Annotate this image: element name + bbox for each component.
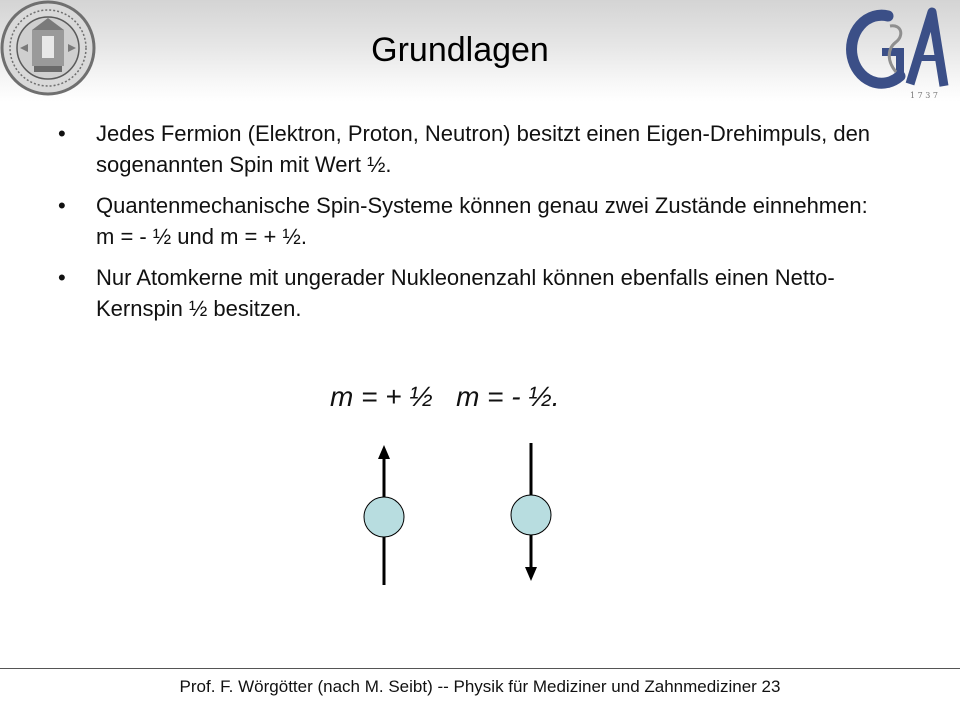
- bullet-marker: •: [58, 121, 66, 146]
- bullet-text: Nur Atomkerne mit ungerader Nukleonenzahl können ebenfalls einen Netto-Kernspin ½ besitzen.: [96, 265, 835, 321]
- bullet-list: [56, 118, 876, 334]
- logo-year: 1 7 3 7: [910, 91, 938, 100]
- spin-up-arrowhead-icon: [378, 445, 390, 459]
- spin-down-label: m = - ½.: [456, 381, 560, 412]
- bullet-item: [56, 262, 876, 324]
- bullet-marker: •: [58, 193, 66, 218]
- spin-up-label: m = + ½: [330, 381, 433, 412]
- footer-divider: [0, 668, 960, 669]
- bullet-item: [56, 118, 876, 180]
- bullet-text: Quantenmechanische Spin-Systeme können genau zwei Zustände einnehmen: m = - ½ und m = + ½.: [96, 193, 868, 249]
- spin-labels: [330, 378, 560, 416]
- page-title: Grundlagen: [371, 31, 549, 69]
- bullet-item: [56, 190, 876, 252]
- spin-down-nucleus: [511, 495, 551, 535]
- spin-down-arrowhead-icon: [525, 567, 537, 581]
- footer-text: Prof. F. Wörgötter (nach M. Seibt) -- Physik für Mediziner und Zahnmediziner 23: [179, 677, 781, 696]
- spin-up-nucleus: [364, 497, 404, 537]
- logo-letters: G A: [844, 98, 846, 99]
- bullet-marker: •: [58, 265, 66, 290]
- bullet-text: Jedes Fermion (Elektron, Proton, Neutron) besitzt einen Eigen-Drehimpuls, den sogenannten Spin mit Wert ½.: [96, 121, 871, 177]
- spin-diagram: [340, 435, 580, 595]
